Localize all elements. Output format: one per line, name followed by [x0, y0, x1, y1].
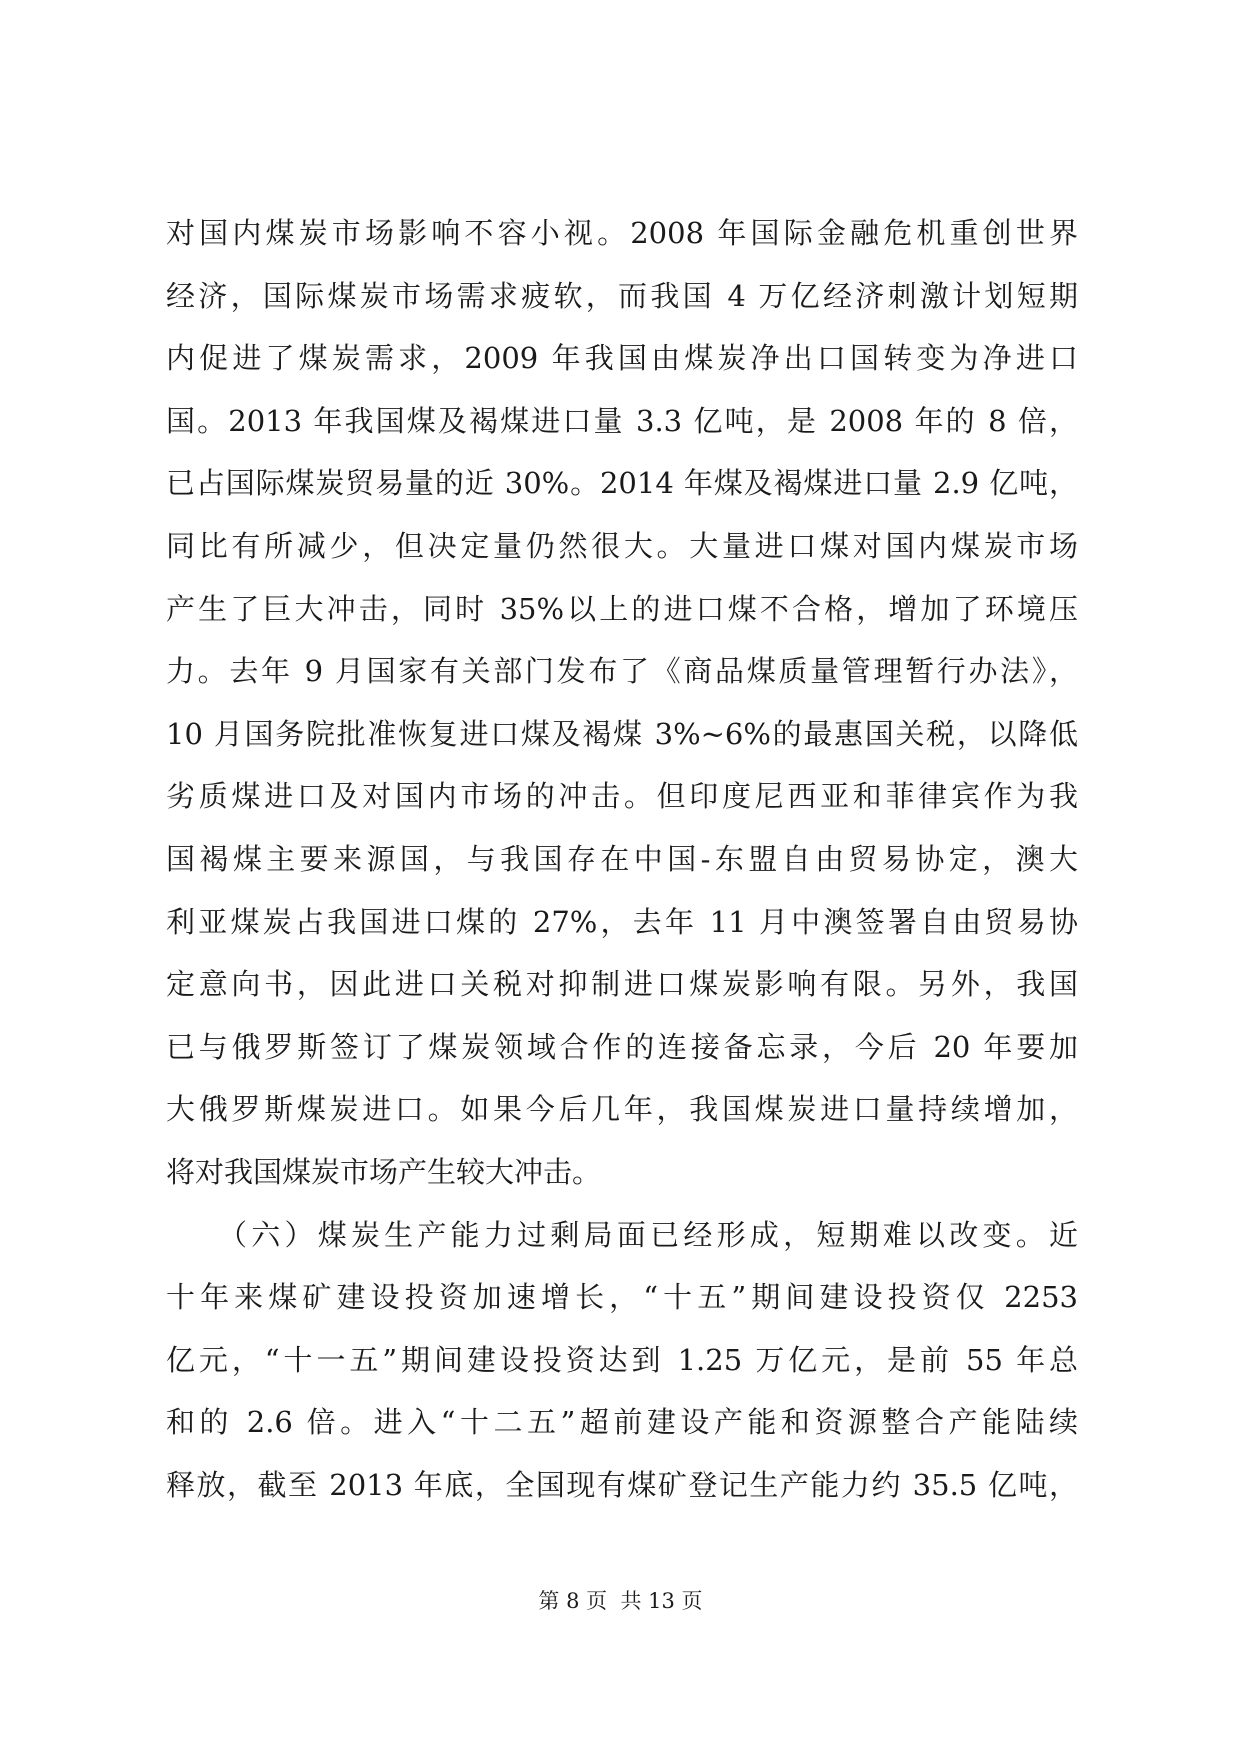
- text-line: 亿元，“十一五”期间建设投资达到 1.25 万亿元，是前 55 年总: [166, 1342, 1078, 1377]
- text-line: 释放，截至 2013 年底，全国现有煤矿登记生产能力约 35.5 亿吨，: [166, 1467, 1078, 1502]
- text-line: 对国内煤炭市场影响不容小视。2008 年国际金融危机重创世界: [166, 216, 1078, 250]
- text-line: 利亚煤炭占我国进口煤的 27%，去年 11 月中澳签署自由贸易协: [166, 904, 1078, 939]
- text-line: 同比有所减少，但决定量仍然很大。大量进口煤对国内煤炭市场: [166, 528, 1078, 563]
- text-line-paragraph-start: （六）煤炭生产能力过剩局面已经形成，短期难以改变。近: [166, 1217, 1078, 1252]
- text-line: 大俄罗斯煤炭进口。如果今后几年，我国煤炭进口量持续增加，: [166, 1092, 1078, 1127]
- text-line: 定意向书，因此进口关税对抑制进口煤炭影响有限。另外，我国: [166, 967, 1078, 1002]
- text-line: 产生了巨大冲击，同时 35%以上的进口煤不合格，增加了环境压: [166, 591, 1078, 626]
- text-line: 力。去年 9 月国家有关部门发布了《商品煤质量管理暂行办法》，: [166, 654, 1078, 689]
- text-line: 国褐煤主要来源国，与我国存在中国-东盟自由贸易协定，澳大: [166, 841, 1078, 876]
- text-line: 和的 2.6 倍。进入“十二五”超前建设产能和资源整合产能陆续: [166, 1405, 1078, 1440]
- text-line: 十年来煤矿建设投资加速增长，“十五”期间建设投资仅 2253: [166, 1280, 1078, 1315]
- text-line-paragraph-end: 将对我国煤炭市场产生较大冲击。: [166, 1154, 602, 1189]
- page-number-footer: 第 8 页 共 13 页: [538, 1589, 703, 1613]
- text-line: 经济，国际煤炭市场需求疲软，而我国 4 万亿经济刺激计划短期: [166, 278, 1078, 313]
- text-line: 已占国际煤炭贸易量的近 30%。2014 年煤及褐煤进口量 2.9 亿吨，: [166, 466, 1078, 501]
- text-line: 已与俄罗斯签订了煤炭领域合作的连接备忘录，今后 20 年要加: [166, 1029, 1078, 1064]
- document-body: [166, 205, 1078, 1519]
- text-line: 劣质煤进口及对国内市场的冲击。但印度尼西亚和菲律宾作为我: [166, 779, 1078, 814]
- text-line: 内促进了煤炭需求，2009 年我国由煤炭净出口国转变为净进口: [166, 341, 1078, 376]
- text-line: 国。2013 年我国煤及褐煤进口量 3.3 亿吨，是 2008 年的 8 倍，: [166, 403, 1078, 438]
- text-line: 10 月国务院批准恢复进口煤及褐煤 3%~6%的最惠国关税，以降低: [166, 716, 1078, 751]
